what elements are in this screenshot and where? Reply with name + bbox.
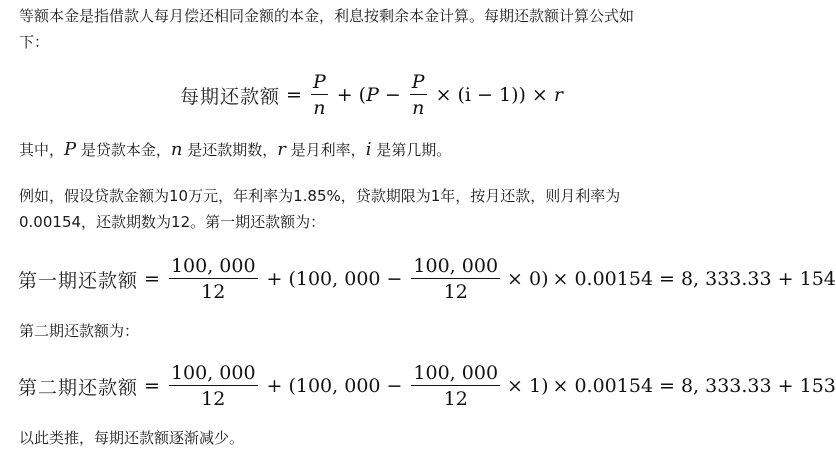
rate-expression: × 0.00154 <box>552 268 654 290</box>
times-sign-2: × <box>531 84 548 106</box>
formula-lhs: 每期还款额 <box>180 85 281 108</box>
fraction-bar <box>411 385 500 386</box>
principal-open: (100, 000 <box>288 375 381 397</box>
first-period-formula <box>18 255 836 303</box>
equals-sign: = <box>286 84 302 106</box>
minus-sign: − <box>384 84 401 106</box>
equals-sign-2: = <box>659 268 675 290</box>
general-formula <box>180 71 563 119</box>
period-expression: (i − 1)) <box>457 84 526 106</box>
fraction-numerator: P <box>411 71 425 93</box>
fraction-denominator: 12 <box>443 281 468 303</box>
result-expression: 8, 333.33 + 154 <box>680 268 836 290</box>
equals-sign-2: = <box>659 375 675 397</box>
intro-paragraph <box>19 3 719 55</box>
fraction-bar <box>311 94 328 95</box>
var-n-desc: 是还款期数， <box>182 141 278 159</box>
open-paren: ( <box>358 84 367 106</box>
fraction-denominator: 12 <box>443 388 468 410</box>
var-n: n <box>170 139 183 160</box>
fraction-p-over-n-2 <box>410 71 427 119</box>
principal-symbol: P <box>366 84 379 106</box>
example-line-1: 例如，假设贷款金额为10万元，年利率为1.85%，贷款期限为1年，按月还款，则月利率为 <box>19 187 621 205</box>
example-line-2: 0.00154，还款期数为12。第一期还款额为： <box>19 213 326 231</box>
fraction-numerator: 100, 000 <box>413 255 499 277</box>
second-period-formula <box>18 362 836 410</box>
fraction-bar <box>169 385 258 386</box>
plus-sign: + <box>266 268 283 290</box>
minus-sign: − <box>386 268 403 290</box>
principal-open: (100, 000 <box>288 268 381 290</box>
fraction-principal-over-periods-2 <box>411 362 500 410</box>
fraction-p-over-n <box>311 71 328 119</box>
second-period-label <box>19 318 719 344</box>
fraction-numerator: 100, 000 <box>413 362 499 384</box>
conclusion-text: 以此类推，每期还款额逐渐减少。 <box>19 429 245 447</box>
var-r-desc: 是月利率， <box>285 141 366 159</box>
second-period-label-text: 第二期还款额为： <box>19 322 140 340</box>
fraction-numerator: 100, 000 <box>170 255 256 277</box>
times-sign: × <box>435 84 452 106</box>
result-expression: 8, 333.33 + 153 <box>680 375 836 397</box>
var-r: r <box>277 139 286 160</box>
fraction-principal-over-periods <box>169 362 258 410</box>
conclusion-paragraph <box>19 425 719 451</box>
fraction-bar <box>169 278 258 279</box>
times-period-expression: × 0) <box>507 268 549 290</box>
rate-symbol: r <box>553 84 563 106</box>
fraction-denominator: 12 <box>201 281 226 303</box>
equals-sign: = <box>144 268 160 290</box>
formula-lhs: 第一期还款额 <box>18 269 139 292</box>
fraction-denominator: n <box>412 97 425 119</box>
var-i-desc: 是第几期。 <box>371 141 452 159</box>
example-paragraph <box>19 183 719 235</box>
var-p: P <box>64 139 77 160</box>
equals-sign: = <box>144 375 160 397</box>
fraction-principal-over-periods-2 <box>411 255 500 303</box>
fraction-denominator: 12 <box>201 388 226 410</box>
plus-sign: + <box>336 84 353 106</box>
intro-line-2: 下： <box>19 33 50 51</box>
fraction-numerator: P <box>312 71 326 93</box>
definitions-prefix: 其中， <box>19 141 65 159</box>
formula-lhs: 第二期还款额 <box>18 376 139 399</box>
definitions-paragraph <box>19 137 719 163</box>
plus-sign: + <box>266 375 283 397</box>
var-p-desc: 是贷款本金， <box>76 141 171 159</box>
fraction-numerator: 100, 000 <box>170 362 256 384</box>
fraction-bar <box>411 278 500 279</box>
minus-sign: − <box>386 375 403 397</box>
intro-line-1: 等额本金是指借款人每月偿还相同金额的本金，利息按剩余本金计算。每期还款额计算公式如 <box>19 7 635 25</box>
rate-expression: × 0.00154 <box>552 375 654 397</box>
times-period-expression: × 1) <box>507 375 549 397</box>
var-i: i <box>365 139 372 160</box>
fraction-principal-over-periods <box>169 255 258 303</box>
fraction-bar <box>410 94 427 95</box>
fraction-denominator: n <box>313 97 326 119</box>
